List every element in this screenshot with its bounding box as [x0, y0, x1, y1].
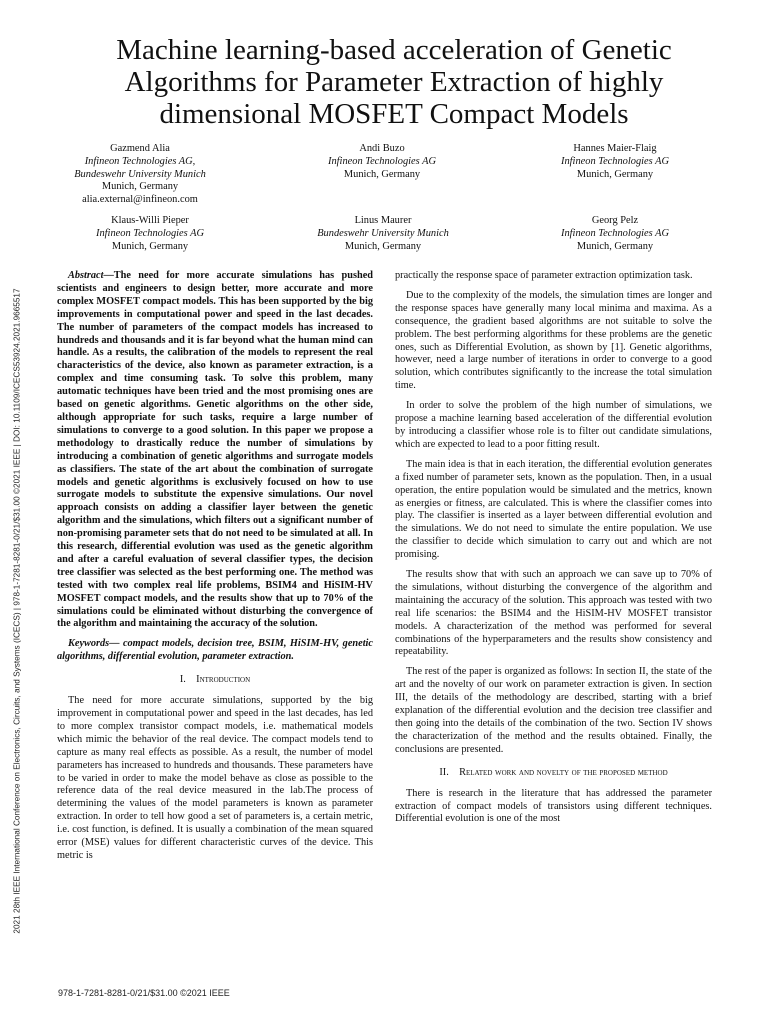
sidebar-citation: 2021 28th IEEE International Conference on Electronics, Circuits, and Systems (ICECS) | 978-1-7281-8281-0/21/$31.00 ©2021 IEEE | DOI: 10.1109/ICECS53924.2021.9665517	[12, 288, 22, 934]
author-block	[535, 143, 695, 181]
author-name: Andi Buzo	[359, 143, 405, 154]
section-title: Related work and novelty of the proposed method	[459, 766, 668, 778]
author-location: Munich, Germany	[576, 240, 654, 252]
author-name: Gazmend Alia	[110, 143, 170, 154]
abstract-text: —The need for more accurate simulations has pushed scientists and engineers to design better, more accurate and more complex MOSFET compact models. This has been supported by the big improvements in computational power and speed in the last decades. The number of parameters of the compact models has increased to hundreds and thousands and it is far beyond what the human mind can handle. As a results, the calibration of the models to represent the real characteristics of the device, also known as parameter extraction, is a complex and time consuming task. To solve this problem, many automatic techniques have been tried and the most promising ones are based on genetic algorithms. Genetic algorithms on the other side, although appropriate for such tasks, require a large number of simulations to converge to a good solution. In this paper we propose a methodology to drastically reduce the number of simulations by introducing a combination of genetic algorithms and surrogate models as classifiers. The state of the art about the combination of surrogate models and genetic algorithms is exclusively focused on how to use surrogate models to substitute the expensive simulations. Our novel approach consists on adding a classifier layer between the genetic algorithm and the simulations, which filters out a significant number of non-promising parameter sets that do not need to be simulated at all. In this research, differential evolution was used as the genetic algorithm and after a careful evaluation of several classifier types, the decision tree classifier was selected as the best performing one. The method was tested with two complex real life problems, BSIM4 and HiSIM-HV MOSFET compact models, and the results show that up to 70% of the simulations could be eliminated without disturbing the convergence of the algorithm and maintaining the accuracy of the solution.	[57, 270, 373, 630]
paper-title: Machine learning-based acceleration of Genetic Algorithms for Parameter Extraction of highly dimensional MOSFET Compact Models	[116, 34, 672, 130]
body-paragraph: practically the response space of parameter extraction optimization task.	[395, 270, 693, 281]
right-column	[395, 270, 712, 833]
body-paragraph: There is research in the literature that has addressed the parameter extraction of compact models of transistors using different techniques. Differential evolution is one of the most	[395, 787, 712, 825]
section-title: Introduction	[196, 674, 251, 686]
author-affiliation: Infineon Technologies AG	[328, 155, 436, 167]
author-affiliation: Bundeswehr University Munich	[74, 168, 206, 180]
body-paragraph: Due to the complexity of the models, the simulation times are longer and the response spaces have generally many local minima and maxima. As a consequence, the gradient based algorithms are not suitable to solve the problem. The best performing algorithms for these problems are the genetic ones, such as Differential Evolution, as shown by [1]. Genetic algorithms, however, need a large number of iterations in order to converge to a good solution, which contributes significantly to the increase the total simulation time.	[395, 289, 712, 392]
author-name: Klaus-Willi Pieper	[111, 215, 189, 226]
author-block	[535, 215, 695, 253]
author-name: Linus Maurer	[354, 215, 412, 226]
keywords: Keywords— compact models, decision tree, BSIM, HiSIM-HV, genetic algorithms, differential evolution, parameter extraction.	[57, 638, 373, 663]
body-paragraph: The main idea is that in each iteration, the differential evolution generates a fixed number of parameter sets, known as the population. Then, in a usual operation, the entire population would be simulated and the metrics, known as energies or fitness, are calculated. This is where the classifier comes into play. The classifier is inserted as a layer between differential evolution and the simulations. We do not need to simulate the entire population. We use the classifier to decide which simulation to carry out and which are not promising.	[395, 458, 712, 561]
section-number: II.	[439, 766, 449, 778]
abstract	[57, 270, 373, 631]
author-block	[312, 143, 452, 181]
publication-sidebar	[8, 266, 26, 956]
section-heading	[57, 674, 373, 687]
author-affiliation: Infineon Technologies AG	[561, 227, 669, 239]
author-block	[303, 215, 463, 253]
left-column	[57, 270, 373, 870]
author-name: Georg Pelz	[591, 215, 639, 226]
author-affiliation: Infineon Technologies AG	[561, 155, 669, 167]
body-paragraph: In order to solve the problem of the high number of simulations, we propose a machine learning based acceleration of the differential evolution by introducing a classifier whose role is to filter out candidate simulations, which are expected to lead to a poor fitting result.	[395, 400, 712, 450]
author-location: Munich, Germany	[111, 240, 189, 252]
author-location: Munich, Germany	[576, 168, 654, 180]
author-affiliation: Bundeswehr University Munich	[317, 227, 449, 239]
body-paragraph: The results show that with such an approach we can save up to 70% of the simulations, without disturbing the convergence of the algorithm and maintaining the accuracy of the solution. This approach was tested with two real life scenarios: the BSIM4 and the HiSIM-HV MOSFET transistor models. A characterization of the method was performed for several combinations of the hyperparameters and the results show consistency and repeatability.	[395, 569, 712, 658]
author-block	[80, 215, 220, 253]
section-heading	[395, 767, 712, 780]
author-block	[70, 143, 210, 207]
body-paragraph: The rest of the paper is organized as follows: In section II, the state of the art and the novelty of our work on parameter extraction is given. In section III, the details of the methodology are described, starting with a brief explanation of the differential evolution and the decision tree classifier and then going into the details of the combination of the two. Section IV shows the characterization of the method and the results obtained. Finally, the conclusions are presented.	[395, 666, 712, 755]
section-number: I.	[179, 674, 186, 686]
author-location: Munich, Germany	[343, 168, 421, 180]
body-paragraph: The need for more accurate simulations, supported by the big improvement in computational power and speed in the last decades, has led to more complex transistor compact models, i.e. mathematical models which mimic the behavior of the real device. The compact models tend to capture as many real effects as possible. As a result, the number of model parameters has increased to hundreds and thousands. These parameters have to be varied in order to make the model behave as close as possible to the reference data of the real device measured in the lab.The process of determining the values of the model parameters is known as parameter extraction. In order to tell how good a set of parameters is, a certain metric, i.e. cost function, is defined. It is usually a combination of the mean squared error (MSE) values for different characteristic curves of the device. This metric is	[57, 695, 373, 861]
author-name: Hannes Maier-Flaig	[573, 143, 657, 154]
abstract-label: Abstract	[68, 270, 104, 281]
author-location: Munich, Germany	[101, 181, 179, 193]
author-affiliation: Infineon Technologies AG,	[84, 155, 196, 167]
copyright-footer: 978-1-7281-8281-0/21/$31.00 ©2021 IEEE	[58, 988, 230, 998]
author-email[interactable]: alia.external@infineon.com	[82, 194, 198, 206]
author-location: Munich, Germany	[344, 240, 422, 252]
author-affiliation: Infineon Technologies AG	[96, 227, 204, 239]
